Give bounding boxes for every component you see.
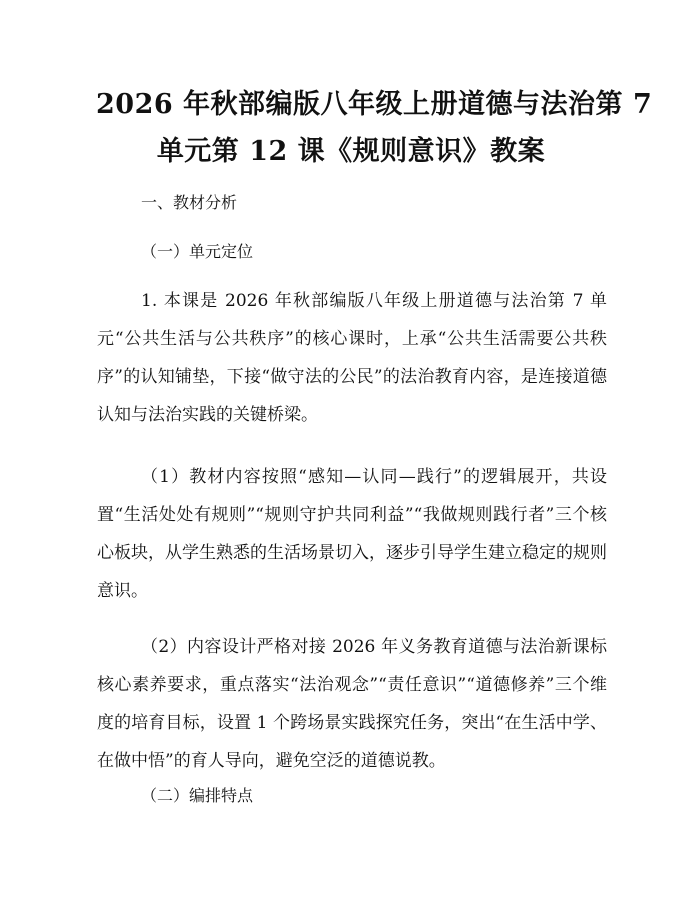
subsection-heading-unit-positioning: （一）单元定位	[141, 242, 254, 261]
paragraph-curriculum-alignment: （2）内容设计严格对接 2026 年义务教育道德与法治新课标核心素养要求，重点落实“法治观念”“责任意识”“道德修养”三个维度的培育目标，设置 1 个跨场景实践探究任务，突出“在生活中学、在做中悟”的育人导向，避免空泛的道德说教。	[97, 637, 607, 771]
paragraph-content-structure: （1）教材内容按照“感知—认同—践行”的逻辑展开，共设置“生活处处有规则”“规则守护共同利益”“我做规则践行者”三个核心板块，从学生熟悉的生活场景切入，逐步引导学生建立稳定的规则意识。	[97, 467, 607, 601]
document-title-line-1: 2026 年秋部编版八年级上册道德与法治第 7	[96, 89, 653, 120]
section-heading-textbook-analysis: 一、教材分析	[141, 193, 238, 212]
document-title-line-2: 单元第 12 课《规则意识》教案	[156, 136, 546, 167]
subsection-heading-arrangement-features: （二）编排特点	[141, 786, 254, 805]
paragraph-unit-overview: 1. 本课是 2026 年秋部编版八年级上册道德与法治第 7 单元“公共生活与公共秩序”的核心课时，上承“公共生活需要公共秩序”的认知铺垫，下接“做守法的公民”的法治教育内容，是连接道德认知与法治实践的关键桥梁。	[97, 291, 607, 425]
